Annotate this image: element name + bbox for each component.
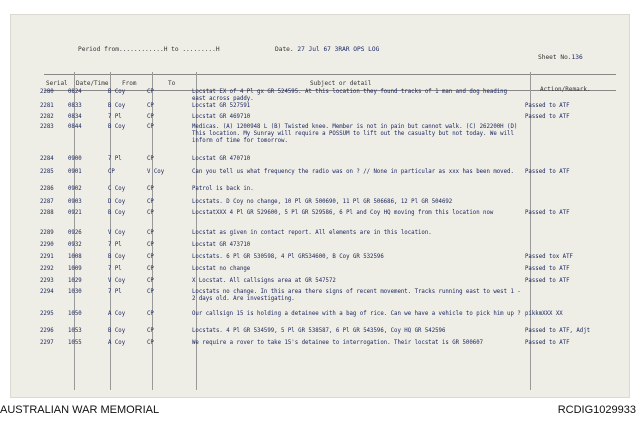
subject-cell: Locstats. 4 Pl GR 534599, 5 Pl GR 538587, 6 Pl GR 543596, Coy HQ GR 542596	[192, 328, 446, 334]
col-from: From	[122, 80, 137, 87]
from-cell: 7 Pl	[108, 242, 122, 248]
action-cell: Passed to ATF	[525, 340, 570, 346]
from-cell: V Coy	[108, 230, 126, 236]
serial-cell: 2287	[40, 199, 54, 205]
to-cell: V Coy	[147, 169, 165, 175]
to-cell: CP	[147, 311, 154, 317]
serial-cell: 2289	[40, 230, 54, 236]
time-cell: 1055	[68, 340, 82, 346]
from-cell: B Coy	[108, 103, 126, 109]
serial-cell: 2288	[40, 210, 54, 216]
from-cell: B Coy	[108, 328, 126, 334]
time-cell: 0932	[68, 242, 82, 248]
from-cell: C Coy	[108, 186, 126, 192]
time-cell: 0921	[68, 210, 82, 216]
serial-cell: 2281	[40, 103, 54, 109]
serial-cell: 2284	[40, 156, 54, 162]
from-cell: B Coy	[108, 254, 126, 260]
to-cell: CP	[147, 289, 154, 295]
subject-cell: Locstat as given in contact report. All elements are in this location.	[192, 230, 432, 236]
sheet-number: Sheet No.136	[538, 54, 583, 61]
from-cell: A Coy	[108, 311, 126, 317]
to-cell: CP	[147, 89, 154, 95]
to-cell: CP	[147, 254, 154, 260]
col-serial: Serial	[46, 80, 68, 87]
serial-cell: 2283	[40, 124, 54, 130]
from-cell: 7 Pl	[108, 289, 122, 295]
action-cell: pikkmXXX XX	[525, 311, 563, 317]
time-cell: 1030	[68, 289, 82, 295]
time-cell: 1029	[68, 278, 82, 284]
serial-cell: 2292	[40, 266, 54, 272]
serial-cell: 2294	[40, 289, 54, 295]
subject-cell: Can you tell us what frequency the radio was on ? // None in particular as xxx has been moved.	[192, 169, 514, 175]
col-to: To	[168, 80, 176, 87]
from-cell: B Coy	[108, 89, 126, 95]
to-cell: CP	[147, 328, 154, 334]
time-cell: 0834	[68, 114, 82, 120]
to-cell: CP	[147, 186, 154, 192]
to-cell: CP	[147, 210, 154, 216]
col-action: Action/Remark.	[540, 86, 591, 93]
serial-cell: 2280	[40, 89, 54, 95]
serial-cell: 2290	[40, 242, 54, 248]
action-cell: Passed to ATF, Adjt	[525, 328, 591, 334]
time-cell: 0900	[68, 156, 82, 162]
action-cell: Passed to ATF	[525, 169, 570, 175]
subject-cell: Locstats no change. In this area there signs of recent movement. Tracks running east to west 1 - 2 days old. Are investigating.	[192, 289, 521, 302]
subject-cell: Locstat GR 527591	[192, 103, 251, 109]
serial-cell: 2291	[40, 254, 54, 260]
footer-left: AUSTRALIAN WAR MEMORIAL	[0, 404, 160, 416]
period-from: Period from............H to .........H	[78, 46, 220, 53]
from-cell: 7 Pl	[108, 266, 122, 272]
time-cell: 0824	[68, 89, 82, 95]
from-cell: D Coy	[108, 199, 126, 205]
from-cell: B Coy	[108, 210, 126, 216]
time-cell: 1050	[68, 311, 82, 317]
to-cell: CP	[147, 340, 154, 346]
serial-cell: 2295	[40, 311, 54, 317]
subject-cell: Patrol is back in.	[192, 186, 254, 192]
from-cell: CP	[108, 169, 115, 175]
time-cell: 0833	[68, 103, 82, 109]
col-subject: Subject or detail	[310, 80, 372, 87]
subject-cell: X Locstat. All callsigns area at GR 547572	[192, 278, 336, 284]
action-cell: Passed tox ATF	[525, 254, 573, 260]
action-cell: Passed to ATF	[525, 210, 570, 216]
from-cell: B Coy	[108, 124, 126, 130]
serial-cell: 2293	[40, 278, 54, 284]
to-cell: CP	[147, 156, 154, 162]
time-cell: 0844	[68, 124, 82, 130]
serial-cell: 2286	[40, 186, 54, 192]
subject-cell: LocstatXXX 4 Pl GR 529600, 5 Pl GR 529586, 6 Pl and Coy HQ moving from this location now	[192, 210, 494, 216]
time-cell: 0902	[68, 186, 82, 192]
time-cell: 0926	[68, 230, 82, 236]
subject-cell: We require a rover to take 15's detainee to interrogation. Their locstat is GR 500607	[192, 340, 484, 346]
footer-right: RCDIG1029933	[557, 404, 636, 416]
to-cell: CP	[147, 124, 154, 130]
subject-cell: Locstats. 6 Pl GR 530598, 4 Pl GR534600, B Coy GR 532596	[192, 254, 384, 260]
from-cell: A Coy	[108, 340, 126, 346]
time-cell: 1008	[68, 254, 82, 260]
to-cell: CP	[147, 103, 154, 109]
time-cell: 0901	[68, 169, 82, 175]
from-cell: V Coy	[108, 278, 126, 284]
to-cell: CP	[147, 230, 154, 236]
time-cell: 1053	[68, 328, 82, 334]
to-cell: CP	[147, 266, 154, 272]
action-cell: Passed to ATF	[525, 114, 570, 120]
subject-cell: Our callsign 15 is holding a detainee with a bag of rice. Can we have a vehicle to pick him up ?	[192, 311, 521, 317]
subject-cell: Locstat GR 470710	[192, 156, 251, 162]
col-date-time: Date/Time	[76, 80, 109, 87]
serial-cell: 2282	[40, 114, 54, 120]
subject-cell: Locstat no change	[192, 266, 251, 272]
serial-cell: 2296	[40, 328, 54, 334]
serial-cell: 2285	[40, 169, 54, 175]
subject-cell: Locstats. D Coy no change, 10 Pl GR 500690, 11 Pl GR 506686, 12 Pl GR 504692	[192, 199, 453, 205]
subject-cell: Locstat EX of 4 Pl gx GR 524595. At this location they found tracks of 1 man and dog heading east across paddy.	[192, 89, 508, 102]
time-cell: 1009	[68, 266, 82, 272]
action-cell: Passed to ATF	[525, 278, 570, 284]
date-field: Date. 27 Jul 67 3RAR OPS LOG	[275, 46, 380, 53]
time-cell: 0903	[68, 199, 82, 205]
to-cell: CP	[147, 278, 154, 284]
from-cell: 7 Pl	[108, 156, 122, 162]
subject-cell: Medicas. (A) 1200948 L (B) Twisted knee. Member is not in pain but cannot walk. (C) 262200H (D) This location. My Sunray will require a POSSUM to lift out the casualty but not today. We will inform of time for tomorrow.	[192, 124, 518, 144]
from-cell: 7 Pl	[108, 114, 122, 120]
subject-cell: Locstat GR 469710	[192, 114, 251, 120]
serial-cell: 2297	[40, 340, 54, 346]
action-cell: Passed to ATF	[525, 266, 570, 272]
to-cell: CP	[147, 199, 154, 205]
to-cell: CP	[147, 242, 154, 248]
action-cell: Passed to ATF	[525, 103, 570, 109]
subject-cell: Locstat GR 473710	[192, 242, 251, 248]
to-cell: CP	[147, 114, 154, 120]
